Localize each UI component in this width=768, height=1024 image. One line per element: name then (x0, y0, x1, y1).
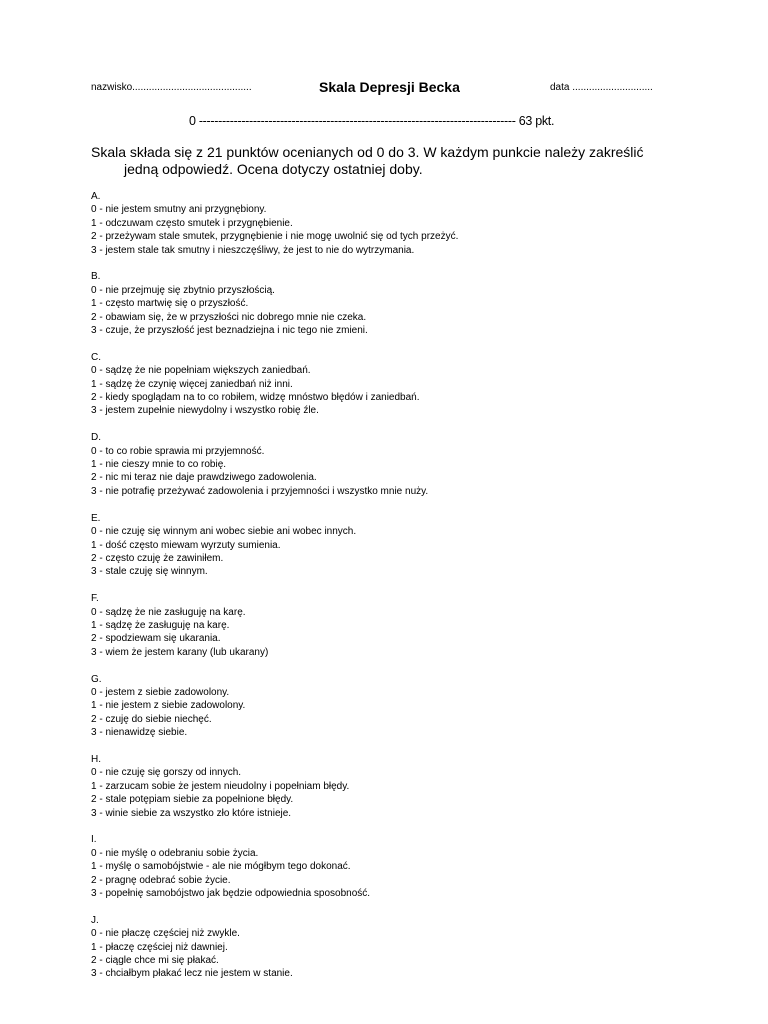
answer-option[interactable]: 2 - pragnę odebrać sobie życie. (91, 874, 231, 886)
answer-option[interactable]: 3 - stale czuję się winnym. (91, 566, 208, 578)
answer-option[interactable]: 2 - przeżywam stale smutek, przygnębienie i nie mogę uwolnić się od tych przeżyć. (91, 231, 459, 243)
answer-option[interactable]: 1 - odczuwam często smutek i przygnębienie. (91, 217, 293, 229)
answer-option[interactable]: 0 - nie płaczę częściej niż zwykle. (91, 928, 240, 940)
question-section (91, 914, 711, 981)
answer-option[interactable]: 3 - wiem że jestem karany (lub ukarany) (91, 646, 269, 658)
answer-option[interactable]: 2 - ciągle chce mi się płakać. (91, 955, 219, 967)
question-letter: A. (91, 191, 101, 202)
answer-option[interactable]: 0 - nie przejmuję się zbytnio przyszłością. (91, 284, 275, 296)
answer-option[interactable]: 1 - nie jestem z siebie zadowolony. (91, 700, 246, 712)
question-section (91, 351, 711, 418)
question-letter: G. (91, 673, 102, 685)
question-section (91, 673, 711, 740)
answer-option[interactable]: 3 - popełnię samobójstwo jak będzie odpowiednia sposobność. (91, 888, 371, 899)
answer-option[interactable]: 3 - nie potrafię przeżywać zadowolenia i przyjemności i wszystko mnie nuży. (91, 485, 429, 497)
answer-option[interactable]: 1 - myślę o samobójstwie - ale nie mógłbym tego dokonać. (91, 861, 351, 873)
surname-field: nazwisko........................................... (91, 82, 252, 93)
page-title: Skala Depresji Becka (319, 79, 460, 95)
answer-option[interactable]: 2 - nic mi teraz nie daje prawdziwego zadowolenia. (91, 472, 317, 484)
answer-option[interactable]: 2 - czuję do siebie niechęć. (91, 713, 212, 725)
instructions-line-2: jedną odpowiedź. Ocena dotyczy ostatniej doby. (124, 161, 423, 177)
question-letter: F. (91, 593, 99, 605)
answer-option[interactable]: 0 - sądzę że nie popełniam większych zaniedbań. (91, 365, 311, 377)
question-letter: I. (91, 834, 97, 846)
instructions-line-1: Skala składa się z 21 punktów ocenianych od 0 do 3. W każdym punkcie należy zakreślić (91, 144, 644, 160)
date-field: data ............................. (550, 82, 653, 93)
question-section (91, 431, 711, 498)
answer-option[interactable]: 3 - nienawidzę siebie. (91, 727, 188, 739)
answer-option[interactable]: 1 - sądzę że czynię więcej zaniedbań niż inni. (91, 378, 293, 390)
question-letter: H. (91, 753, 101, 765)
answer-option[interactable]: 0 - nie czuję się winnym ani wobec siebie ani wobec innych. (91, 526, 357, 538)
answer-option[interactable]: 0 - nie myślę o odebraniu sobie życia. (91, 847, 259, 859)
answer-option[interactable]: 3 - winie siebie za wszystko zło które istnieje. (91, 807, 292, 819)
answer-option[interactable]: 0 - to co robie sprawia mi przyjemność. (91, 445, 265, 457)
document-header (91, 79, 671, 99)
answer-option[interactable]: 1 - sądzę że zasługuję na karę. (91, 619, 230, 631)
answer-option[interactable]: 0 - nie czuję się gorszy od innych. (91, 767, 242, 779)
answer-option[interactable]: 3 - jestem stale tak smutny i nieszczęśliwy, że jest to nie do wytrzymania. (91, 244, 415, 256)
question-letter: C. (91, 351, 101, 363)
question-section (91, 512, 711, 579)
question-section (91, 270, 711, 337)
score-range-line: 0 ---------------------------------------------------------------------------------- 63 pkt. (189, 114, 555, 128)
question-letter: J. (91, 914, 99, 926)
answer-option[interactable]: 1 - nie cieszy mnie to co robię. (91, 459, 227, 471)
answer-option[interactable]: 0 - jestem z siebie zadowolony. (91, 686, 230, 698)
answer-option[interactable]: 1 - płaczę częściej niż dawniej. (91, 941, 228, 953)
question-section (91, 592, 711, 659)
answer-option[interactable]: 2 - obawiam się, że w przyszłości nic dobrego mnie nie czeka. (91, 311, 367, 323)
answer-option[interactable]: 0 - sądzę że nie zasługuję na karę. (91, 606, 246, 618)
question-section (91, 190, 711, 257)
question-letter: D. (91, 432, 101, 444)
answer-option[interactable]: 2 - stale potępiam siebie za popełnione błędy. (91, 794, 294, 806)
question-letter: B. (91, 271, 101, 283)
answer-option[interactable]: 2 - spodziewam się ukarania. (91, 633, 221, 645)
answer-option[interactable]: 2 - często czuję że zawiniłem. (91, 552, 224, 564)
answer-option[interactable]: 0 - nie jestem smutny ani przygnębiony. (91, 204, 267, 216)
answer-option[interactable]: 3 - chciałbym płakać lecz nie jestem w stanie. (91, 968, 293, 980)
answer-option[interactable]: 1 - dość często miewam wyrzuty sumienia. (91, 539, 281, 551)
question-letter: E. (91, 512, 101, 524)
question-section (91, 833, 711, 900)
answer-option[interactable]: 3 - czuje, że przyszłość jest beznadziejna i nic tego nie zmieni. (91, 325, 368, 337)
instructions (91, 144, 691, 178)
answer-option[interactable]: 1 - zarzucam sobie że jestem nieudolny i popełniam błędy. (91, 780, 350, 792)
answer-option[interactable]: 2 - kiedy spoglądam na to co robiłem, widzę mnóstwo błędów i zaniedbań. (91, 392, 420, 404)
question-section (91, 753, 711, 820)
question-list (91, 190, 711, 994)
answer-option[interactable]: 3 - jestem zupełnie niewydolny i wszystko robię źle. (91, 405, 319, 417)
answer-option[interactable]: 1 - często martwię się o przyszłość. (91, 298, 249, 310)
